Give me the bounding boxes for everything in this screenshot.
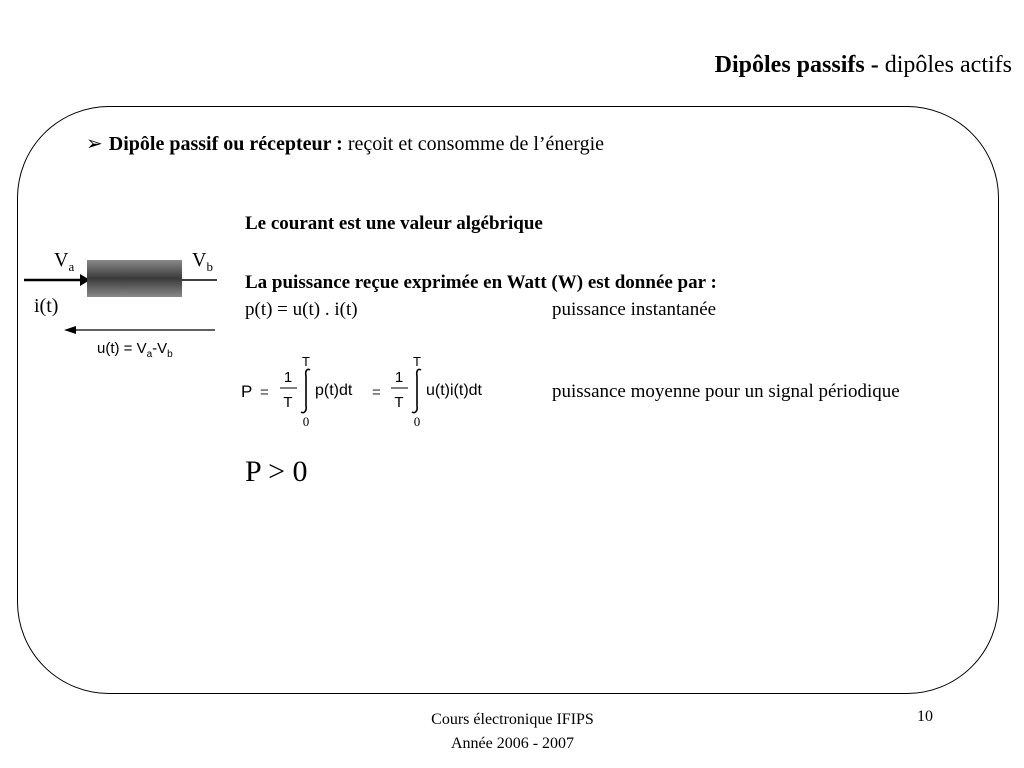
integrand-1: p(t)dt <box>315 382 353 399</box>
power-inequality: P > 0 <box>245 455 308 488</box>
voltage-arrow-icon <box>64 326 76 334</box>
formula-equals-2: = <box>372 384 381 401</box>
power-statement: La puissance reçue exprimée en Watt (W) est donnée par : <box>245 272 717 293</box>
fraction-denominator-2: T <box>394 394 404 411</box>
page-number: 10 <box>917 708 933 725</box>
instant-power-label: puissance instantanée <box>552 299 717 320</box>
integral-sign-1 <box>301 369 310 412</box>
footer-year: Année 2006 - 2007 <box>450 735 575 752</box>
integral-upper-2: T <box>413 354 421 369</box>
fraction-denominator-1: T <box>283 394 293 411</box>
voltage-label: $u(t) = V_a-V_b$ <box>97 340 173 360</box>
integral-upper-1: T <box>302 354 310 369</box>
bullet-line <box>86 131 604 156</box>
title-bold: Dipôles passifs - <box>714 52 879 78</box>
mean-power-label: puissance moyenne pour un signal périodique <box>552 381 900 402</box>
bullet-text: reçoit et consomme de l’énergie <box>347 133 605 155</box>
fraction-numerator-2: 1 <box>394 369 404 386</box>
integral-sign-2 <box>412 369 421 412</box>
instant-power-expression: p(t) = u(t) . i(t) <box>245 299 358 320</box>
footer <box>380 708 645 756</box>
footer-course: Cours électronique IFIPS <box>431 711 594 728</box>
formula-lhs: P <box>241 382 253 401</box>
integrand-2: u(t)i(t)dt <box>426 382 482 399</box>
mean-power-formula <box>236 350 516 435</box>
current-statement: Le courant est une valeur algébrique <box>245 213 543 234</box>
integral-lower-1: 0 <box>302 414 310 429</box>
dipole-diagram <box>20 240 230 370</box>
resistor-body <box>87 260 182 297</box>
page-title <box>715 52 1012 79</box>
integral-lower-2: 0 <box>413 414 421 429</box>
title-normal: dipôles actifs <box>884 52 1012 78</box>
fraction-numerator-1: 1 <box>283 369 293 386</box>
arrow-right-icon: ➢ <box>86 133 103 155</box>
formula-equals-1: = <box>260 384 269 401</box>
vb-label: $V_b$ <box>192 249 213 274</box>
bullet-bold: Dipôle passif ou récepteur : <box>108 133 343 155</box>
va-label: $V_a$ <box>54 249 75 274</box>
current-label: i(t) <box>34 295 59 317</box>
